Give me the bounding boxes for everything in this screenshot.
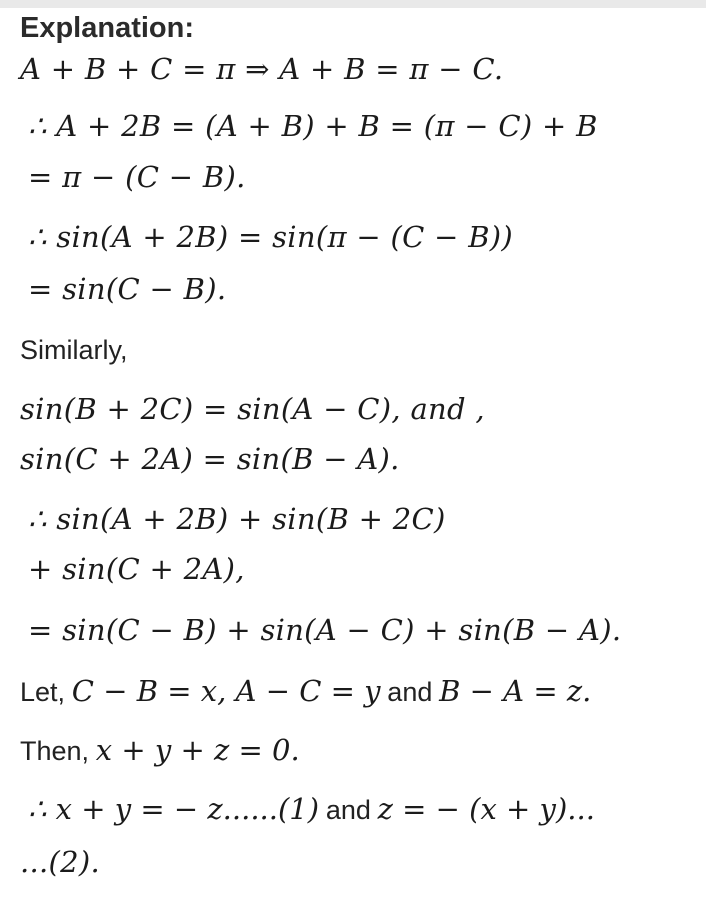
equation-sum-of-sines-cont: + sin(C + 2A),: [28, 552, 245, 586]
equation-sin-c-minus-b: = sin(C − B).: [28, 272, 227, 306]
equation-xyz-zero: x + y + z = 0.: [95, 733, 300, 767]
equation-sin-b-plus-2c: sin(B + 2C) = sin(A − C), and ,: [20, 392, 485, 426]
substitution-line: [20, 674, 591, 708]
equation-a-plus-2b: ∴ A + 2B = (A + B) + B = (π − C) + B: [28, 109, 598, 143]
equation-two: z = − (x + y)...: [377, 792, 595, 826]
equation-two-label: ...(2).: [20, 845, 101, 879]
and-word-2: and: [325, 795, 371, 825]
equation-pi-minus-c-minus-b: = π − (C − B).: [28, 160, 246, 194]
substitution-xy: C − B = x, A − C = y: [71, 674, 381, 708]
let-word: Let,: [20, 677, 66, 707]
and-word: and: [387, 677, 433, 707]
top-border-strip: [0, 0, 706, 8]
equation-sin-c-plus-2a: sin(C + 2A) = sin(B − A).: [20, 442, 400, 476]
equation-sin-a-plus-2b: ∴ sin(A + 2B) = sin(π − (C − B)): [28, 220, 514, 254]
then-line: [20, 733, 300, 767]
equation-sum-of-sines: ∴ sin(A + 2B) + sin(B + 2C): [28, 502, 446, 536]
then-word: Then,: [20, 736, 90, 766]
equation-one: ∴ x + y = − z......(1): [28, 792, 320, 826]
result-line: [28, 792, 595, 826]
explanation-heading: Explanation:: [20, 12, 195, 44]
equation-angle-sum: A + B + C = π ⇒ A + B = π − C.: [20, 52, 504, 86]
similarly-text: Similarly,: [20, 335, 128, 365]
substitution-z: B − A = z.: [439, 674, 592, 708]
equation-sum-equals: = sin(C − B) + sin(A − C) + sin(B − A).: [28, 613, 622, 647]
